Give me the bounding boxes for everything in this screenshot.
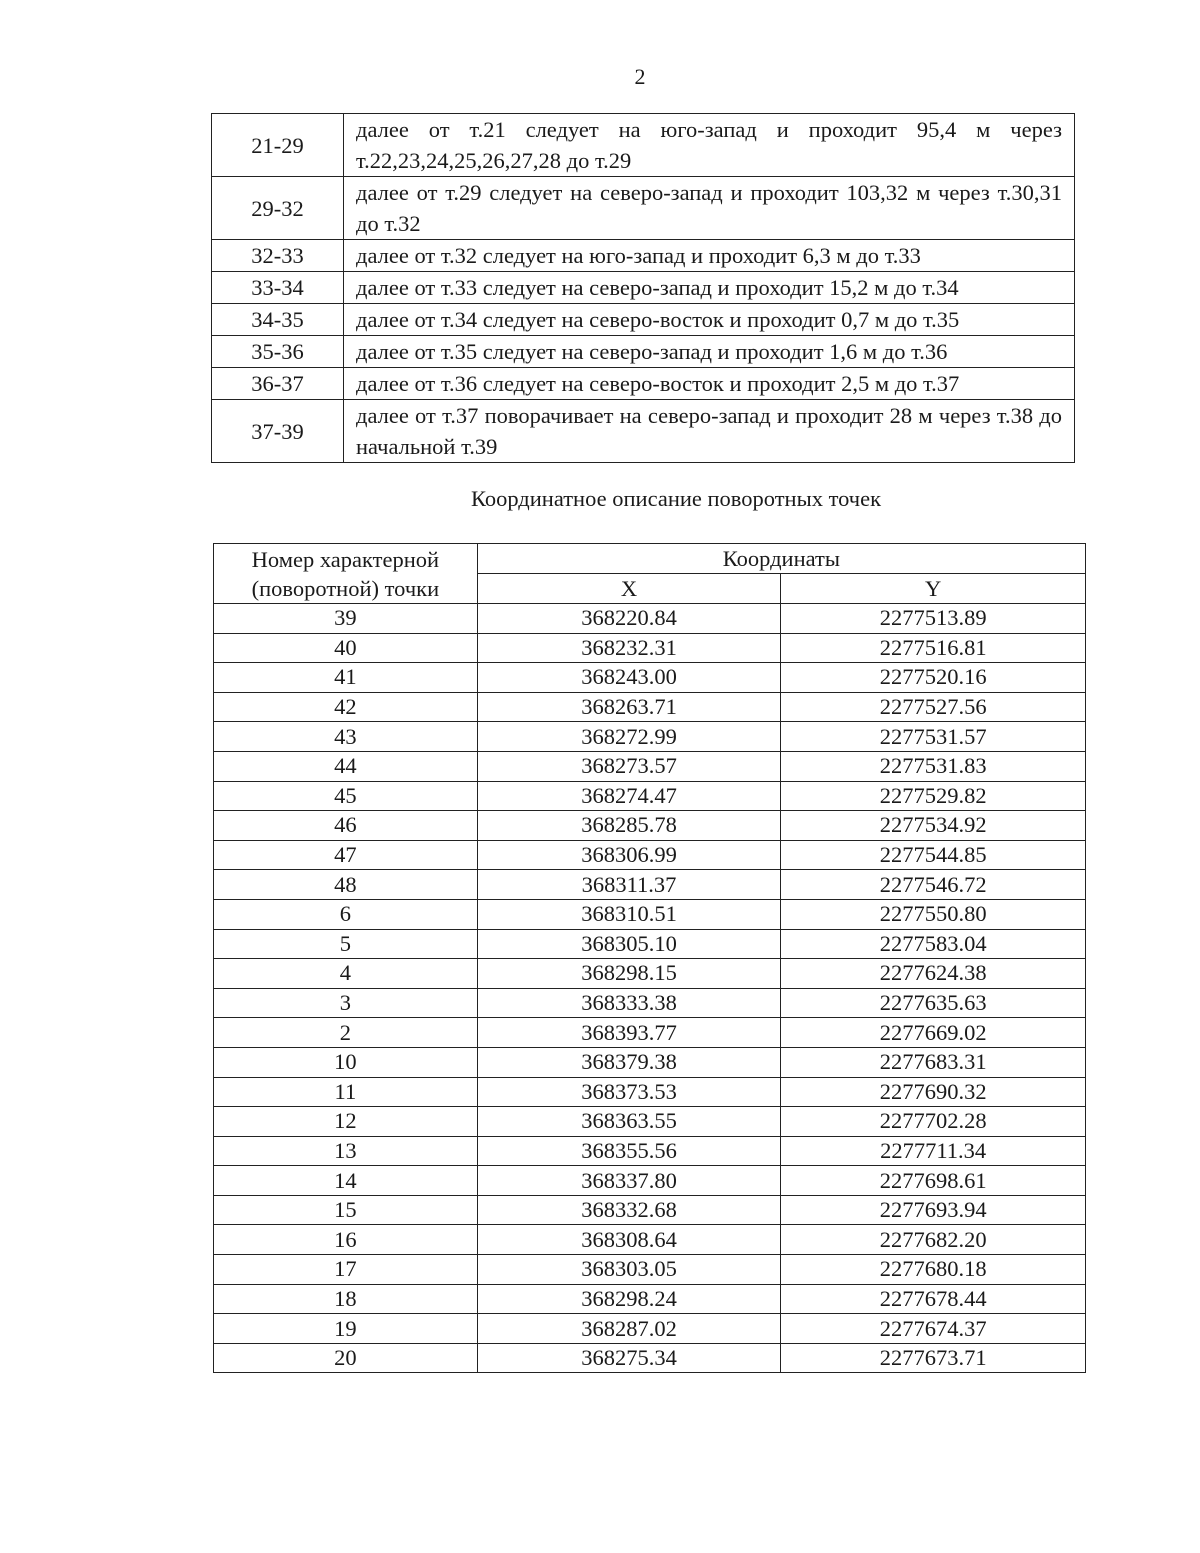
route-segment: 35-36	[212, 336, 344, 368]
point-number-cell: 18	[214, 1284, 478, 1314]
y-coordinate-cell: 2277683.31	[781, 1047, 1086, 1077]
coordinate-row	[214, 959, 1086, 989]
route-description: далее от т.32 следует на юго-запад и проходит 6,3 м до т.33	[344, 240, 1075, 272]
route-segment: 29-32	[212, 177, 344, 240]
route-description-table	[211, 113, 1075, 463]
route-row	[212, 304, 1075, 336]
x-coordinate-cell: 368220.84	[477, 604, 781, 634]
point-number-cell: 13	[214, 1136, 478, 1166]
coordinate-row	[214, 604, 1086, 634]
x-coordinate-cell: 368285.78	[477, 811, 781, 841]
point-number-cell: 11	[214, 1077, 478, 1107]
coordinate-row	[214, 1225, 1086, 1255]
coordinate-row	[214, 1255, 1086, 1285]
coordinate-row	[214, 899, 1086, 929]
route-row	[212, 272, 1075, 304]
point-number-cell: 20	[214, 1343, 478, 1373]
y-coordinate-cell: 2277529.82	[781, 781, 1086, 811]
x-coordinate-cell: 368263.71	[477, 692, 781, 722]
point-number-cell: 6	[214, 899, 478, 929]
x-coordinate-cell: 368393.77	[477, 1018, 781, 1048]
section-title: Координатное описание поворотных точек	[470, 486, 882, 511]
coordinate-row	[214, 1166, 1086, 1196]
point-number-cell: 2	[214, 1018, 478, 1048]
point-number-cell: 19	[214, 1314, 478, 1344]
route-row	[212, 368, 1075, 400]
route-description: далее от т.36 следует на северо-восток и проходит 2,5 м до т.37	[344, 368, 1075, 400]
coordinate-row	[214, 811, 1086, 841]
y-coordinate-cell: 2277669.02	[781, 1018, 1086, 1048]
x-coordinate-cell: 368333.38	[477, 988, 781, 1018]
coordinate-row	[214, 1077, 1086, 1107]
coordinate-row	[214, 1047, 1086, 1077]
point-number-cell: 45	[214, 781, 478, 811]
page-number: 2	[634, 64, 646, 89]
x-coordinate-cell: 368298.24	[477, 1284, 781, 1314]
y-coordinate-cell: 2277513.89	[781, 604, 1086, 634]
y-coordinate-cell: 2277690.32	[781, 1077, 1086, 1107]
x-coordinate-cell: 368274.47	[477, 781, 781, 811]
x-coordinate-cell: 368287.02	[477, 1314, 781, 1344]
point-number-cell: 47	[214, 840, 478, 870]
point-number-cell: 15	[214, 1195, 478, 1225]
x-coordinate-cell: 368298.15	[477, 959, 781, 989]
point-number-cell: 44	[214, 751, 478, 781]
point-number-cell: 4	[214, 959, 478, 989]
route-description: далее от т.34 следует на северо-восток и проходит 0,7 м до т.35	[344, 304, 1075, 336]
y-coordinate-cell: 2277534.92	[781, 811, 1086, 841]
x-coordinate-cell: 368332.68	[477, 1195, 781, 1225]
route-row	[212, 400, 1075, 463]
coordinate-row	[214, 722, 1086, 752]
point-number-cell: 3	[214, 988, 478, 1018]
x-coordinate-cell: 368272.99	[477, 722, 781, 752]
coordinate-row	[214, 633, 1086, 663]
coordinate-row	[214, 1018, 1086, 1048]
coordinate-row	[214, 1195, 1086, 1225]
x-column-header: X	[477, 574, 781, 604]
x-coordinate-cell: 368337.80	[477, 1166, 781, 1196]
route-segment: 32-33	[212, 240, 344, 272]
y-coordinate-cell: 2277516.81	[781, 633, 1086, 663]
route-description: далее от т.29 следует на северо-запад и проходит 103,32 м через т.30,31 до т.32	[344, 177, 1075, 240]
route-description: далее от т.37 поворачивает на северо-запад и проходит 28 м через т.38 до начальной т.39	[344, 400, 1075, 463]
y-coordinate-cell: 2277520.16	[781, 663, 1086, 693]
route-row	[212, 240, 1075, 272]
coordinate-row	[214, 692, 1086, 722]
route-segment: 21-29	[212, 114, 344, 177]
route-segment: 37-39	[212, 400, 344, 463]
x-coordinate-cell: 368243.00	[477, 663, 781, 693]
point-number-cell: 14	[214, 1166, 478, 1196]
x-coordinate-cell: 368311.37	[477, 870, 781, 900]
x-coordinate-cell: 368363.55	[477, 1107, 781, 1137]
x-coordinate-cell: 368379.38	[477, 1047, 781, 1077]
point-number-cell: 48	[214, 870, 478, 900]
y-coordinate-cell: 2277682.20	[781, 1225, 1086, 1255]
coordinate-row	[214, 1314, 1086, 1344]
x-coordinate-cell: 368306.99	[477, 840, 781, 870]
point-number-cell: 43	[214, 722, 478, 752]
y-coordinate-cell: 2277698.61	[781, 1166, 1086, 1196]
route-row	[212, 114, 1075, 177]
route-description: далее от т.21 следует на юго-запад и проходит 95,4 м через т.22,23,24,25,26,27,28 до т.29	[344, 114, 1075, 177]
route-description: далее от т.33 следует на северо-запад и проходит 15,2 м до т.34	[344, 272, 1075, 304]
x-coordinate-cell: 368273.57	[477, 751, 781, 781]
route-segment: 34-35	[212, 304, 344, 336]
coordinate-row	[214, 781, 1086, 811]
coordinate-row	[214, 1107, 1086, 1137]
route-row	[212, 336, 1075, 368]
route-table-body	[212, 114, 1075, 463]
point-number-cell: 42	[214, 692, 478, 722]
y-coordinate-cell: 2277674.37	[781, 1314, 1086, 1344]
coordinates-table	[213, 543, 1086, 1373]
coordinate-row	[214, 870, 1086, 900]
y-coordinate-cell: 2277635.63	[781, 988, 1086, 1018]
y-coordinate-cell: 2277546.72	[781, 870, 1086, 900]
y-coordinate-cell: 2277680.18	[781, 1255, 1086, 1285]
coordinate-row	[214, 1136, 1086, 1166]
route-segment: 36-37	[212, 368, 344, 400]
y-coordinate-cell: 2277531.83	[781, 751, 1086, 781]
x-coordinate-cell: 368308.64	[477, 1225, 781, 1255]
point-number-cell: 5	[214, 929, 478, 959]
y-coordinate-cell: 2277693.94	[781, 1195, 1086, 1225]
point-number-cell: 40	[214, 633, 478, 663]
y-coordinate-cell: 2277531.57	[781, 722, 1086, 752]
point-number-cell: 16	[214, 1225, 478, 1255]
coordinates-table-header	[214, 544, 1086, 604]
x-coordinate-cell: 368373.53	[477, 1077, 781, 1107]
point-number-cell: 17	[214, 1255, 478, 1285]
route-row	[212, 177, 1075, 240]
point-number-cell: 41	[214, 663, 478, 693]
x-coordinate-cell: 368275.34	[477, 1343, 781, 1373]
point-number-cell: 39	[214, 604, 478, 634]
coordinate-row	[214, 1284, 1086, 1314]
point-number-cell: 46	[214, 811, 478, 841]
coordinate-row	[214, 929, 1086, 959]
coordinates-table-body	[214, 604, 1086, 1373]
coordinates-group-header: Координаты	[477, 544, 1085, 574]
x-coordinate-cell: 368355.56	[477, 1136, 781, 1166]
coordinate-row	[214, 988, 1086, 1018]
y-coordinate-cell: 2277678.44	[781, 1284, 1086, 1314]
x-coordinate-cell: 368305.10	[477, 929, 781, 959]
y-coordinate-cell: 2277550.80	[781, 899, 1086, 929]
y-coordinate-cell: 2277544.85	[781, 840, 1086, 870]
y-coordinate-cell: 2277583.04	[781, 929, 1086, 959]
x-coordinate-cell: 368232.31	[477, 633, 781, 663]
y-coordinate-cell: 2277673.71	[781, 1343, 1086, 1373]
point-number-cell: 10	[214, 1047, 478, 1077]
route-segment: 33-34	[212, 272, 344, 304]
y-coordinate-cell: 2277624.38	[781, 959, 1086, 989]
x-coordinate-cell: 368303.05	[477, 1255, 781, 1285]
y-coordinate-cell: 2277711.34	[781, 1136, 1086, 1166]
coordinate-row	[214, 840, 1086, 870]
coordinate-row	[214, 663, 1086, 693]
route-description: далее от т.35 следует на северо-запад и проходит 1,6 м до т.36	[344, 336, 1075, 368]
coordinate-row	[214, 751, 1086, 781]
y-coordinate-cell: 2277527.56	[781, 692, 1086, 722]
point-number-header: Номер характерной (поворотной) точки	[214, 544, 478, 604]
coordinate-row	[214, 1343, 1086, 1373]
y-column-header: Y	[781, 574, 1086, 604]
point-number-cell: 12	[214, 1107, 478, 1137]
y-coordinate-cell: 2277702.28	[781, 1107, 1086, 1137]
x-coordinate-cell: 368310.51	[477, 899, 781, 929]
